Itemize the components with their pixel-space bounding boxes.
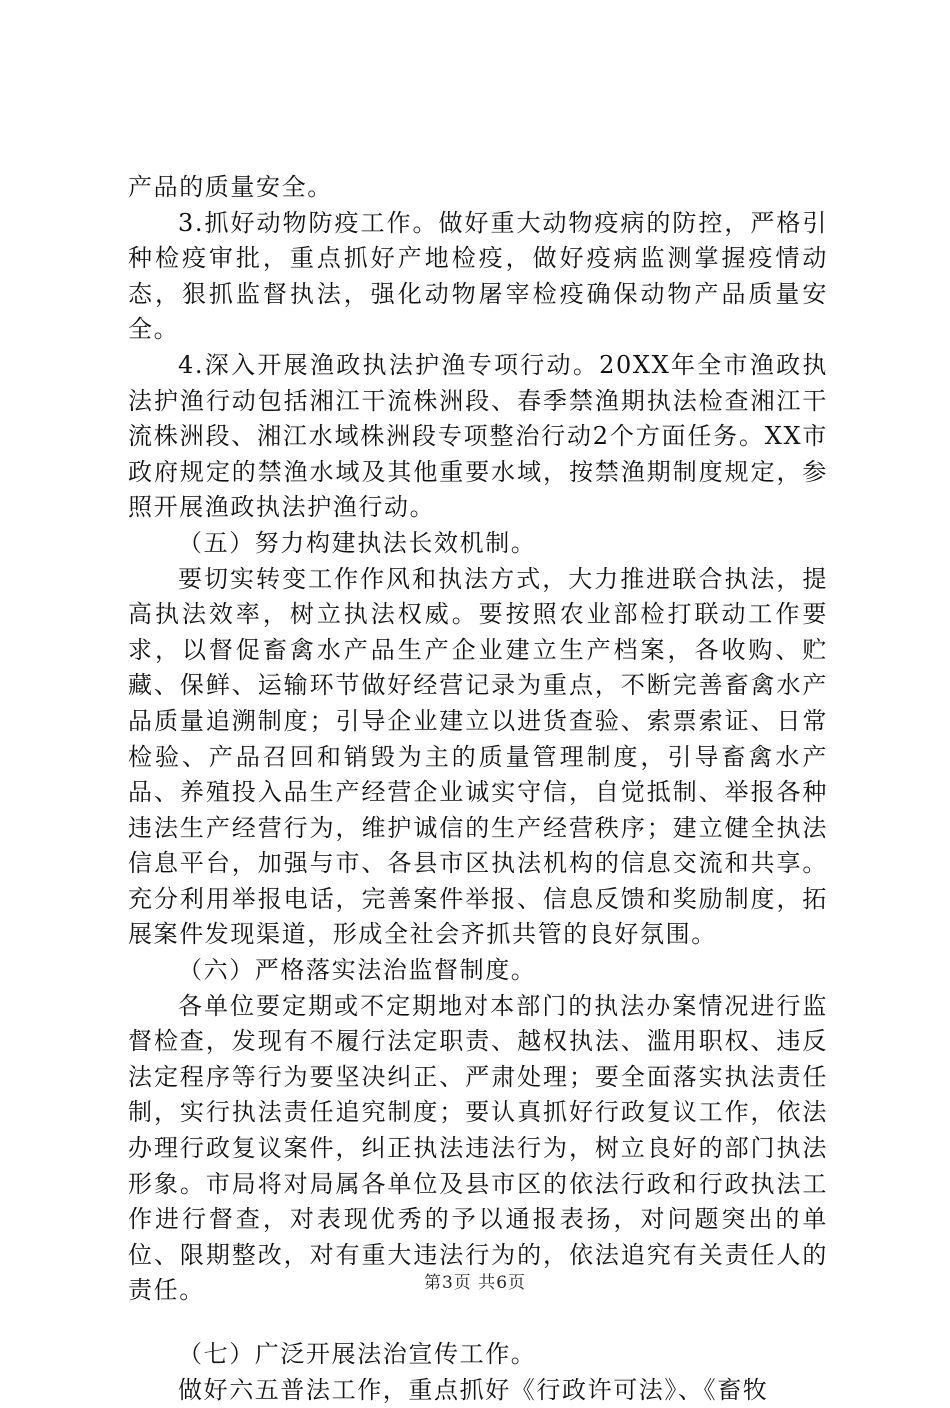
section-heading-6: （六）严格落实法治监督制度。 (178, 956, 537, 985)
paragraph-spacer (128, 1309, 828, 1337)
paragraph-section-5: 要切实转变工作作风和执法方式，大力推进联合执法，提高执法效率，树立执法权威。要按照农业部检打联动工作要求，以督促畜禽水产品生产企业建立生产档案，各收购、贮藏、保鲜、运输环节做好经营记录为重点，不断完善畜禽水产品质量追溯制度；引导企业建立以进货查验、索票索证、日常检验、产品召回和销毁为主的质量管理制度，引导畜禽水产品、养殖投入品生产经营企业诚实守信，自觉抵制、举报各种违法生产经营行为，维护诚信的生产经营秩序；建立健全执法信息平台，加强与市、各县市区执法机构的信息交流和共享。充分利用举报电话，完善案件举报、信息反馈和奖励制度，拓展案件发现渠道，形成全社会齐抓共管的良好氛围。 (128, 564, 828, 949)
section-heading-7: （七）广泛开展法治宣传工作。 (178, 1340, 537, 1368)
page-footer (0, 1268, 950, 1293)
paragraph-item-3: 3.抓好动物防疫工作。做好重大动物疫病的防控，严格引种检疫审批，重点抓好产地检疫，做好疫病监测掌握疫情动态，狠抓监督执法，强化动物屠宰检疫确保动物产品质量安全。 (128, 208, 828, 344)
paragraph-section-7: 做好六五普法工作，重点抓好《行政许可法》、《畜牧 (178, 1375, 769, 1404)
paragraph-section-6: 各单位要定期或不定期地对本部门的执法办案情况进行监督检查，发现有不履行法定职责、越权执法、滥用职权、违反法定程序等行为要坚决纠正、严肃处理；要全面落实执法责任制，实行执法责任追究制度；要认真抓好行政复议工作，依法办理行政复议案件，纠正执法违法行为，树立良好的部门执法形象。市局将对局属各单位及县市区的依法行政和行政执法工作进行督查，对表现优秀的予以通报表扬，对问题突出的单位、限期整改，对有重大违法行为的，依法追究有关责任人的责任。 (128, 991, 828, 1305)
page-number: 第3页 共6页 (423, 1273, 527, 1293)
section-heading-5: （五）努力构建执法长效机制。 (178, 528, 537, 557)
document-body (128, 170, 828, 1408)
paragraph-item-4: 4.深入开展渔政执法护渔专项行动。20XX年全市渔政执法护渔行动包括湘江干流株洲段、春季禁渔期执法检查湘江干流株洲段、湘江水域株洲段专项整治行动2个方面任务。XX市政府规定的禁渔水域及其他重要水域，按禁渔期制度规定，参照开展渔政执法护渔行动。 (128, 350, 828, 522)
paragraph-continuation: 产品的质量安全。 (128, 173, 333, 201)
